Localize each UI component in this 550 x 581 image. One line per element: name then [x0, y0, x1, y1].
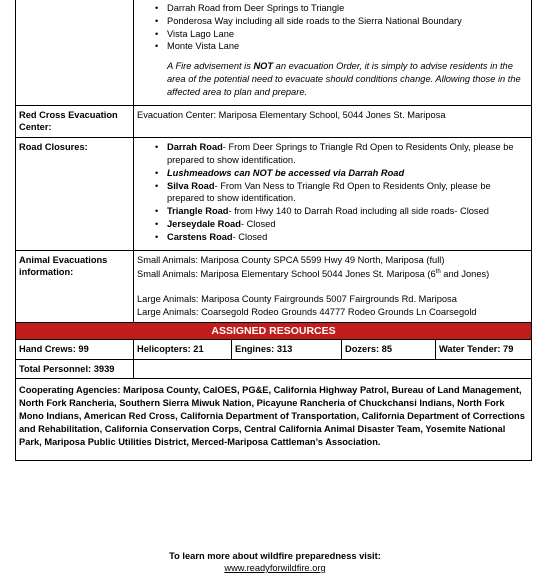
- road-closures-row: [16, 138, 532, 250]
- road-closures-list: [137, 141, 528, 243]
- assigned-resources-header: ASSIGNED RESOURCES: [15, 323, 532, 340]
- animal-row: [16, 250, 532, 322]
- road-closures-label: Road Closures:: [16, 138, 134, 250]
- advisory-label-cell: [16, 0, 134, 105]
- total-personnel: Total Personnel: 3939: [16, 359, 134, 379]
- animal-line: Large Animals: Mariposa County Fairgrounds 5007 Fairgrounds Rd. Mariposa: [137, 294, 457, 305]
- road-name: Triangle Road: [167, 206, 229, 217]
- total-row: [16, 359, 532, 379]
- hand-crews: Hand Crews: 99: [16, 340, 134, 359]
- resources-table: [15, 340, 532, 462]
- advisory-row: [16, 0, 532, 105]
- readyforwildfire-link[interactable]: www.readyforwildfire.org: [224, 563, 326, 573]
- road-warning: Lushmeadows can NOT be accessed via Darrah Road: [167, 167, 405, 178]
- engines: Engines: 313: [232, 340, 342, 359]
- list-item: [137, 167, 528, 180]
- road-detail: - From Van Ness to Triangle Rd Open to Residents Only, please be prepared to show identification.: [167, 180, 491, 204]
- list-item: • Ponderosa Way including all side roads to the Sierra National Boundary: [137, 15, 528, 28]
- red-cross-row: [16, 105, 532, 138]
- advisory-note: [167, 60, 528, 98]
- list-item: [137, 218, 528, 231]
- note-text-bold: NOT: [253, 61, 274, 72]
- list-item: • Darrah Road from Deer Springs to Triangle: [137, 2, 528, 15]
- dozers: Dozers: 85: [342, 340, 436, 359]
- animal-cell: [134, 250, 532, 322]
- road-detail: - Closed: [240, 218, 276, 229]
- road-closures-cell: [134, 138, 532, 250]
- helicopters: Helicopters: 21: [134, 340, 232, 359]
- footer: [0, 551, 550, 573]
- animal-line-post: and Jones): [440, 269, 490, 280]
- animal-line: Small Animals: Mariposa County SPCA 5599 Hwy 49 North, Mariposa (full): [137, 254, 445, 265]
- info-table: [15, 0, 532, 323]
- red-cross-label: Red Cross Evacuation Center:: [16, 105, 134, 138]
- advisory-list: [137, 2, 528, 53]
- road-name: Jerseydale Road: [167, 218, 241, 229]
- road-detail: - from Hwy 140 to Darrah Road including all side roads- Closed: [228, 206, 489, 217]
- note-text-post: an evacuation Order, it is simply to advise residents in the area of the potential need to evacuate should conditions change. Allowing those in the affected area to plan and prepare.: [167, 61, 521, 97]
- list-item: [137, 231, 528, 244]
- note-text-pre: A Fire advisement is: [167, 61, 254, 72]
- road-name: Darrah Road: [167, 142, 223, 153]
- resources-row: [16, 340, 532, 359]
- total-empty: [134, 359, 532, 379]
- animal-line-sup: th: [435, 269, 441, 276]
- list-item: • Vista Lago Lane: [137, 28, 528, 41]
- cooperating-agencies: Cooperating Agencies: Mariposa County, CalOES, PG&E, California Highway Patrol, Bureau of Land Management, North Fork Rancheria, Southern Sierra Miwuk Nation, Picayune Rancheria of Chuckchansi Indians, North Fork Mono Indians, American Red Cross, California Department of Transportation, California Department of Corrections and Rehabilitation, California Conservation Corps, Central California Animal Disaster Team, Yosemite National Park, Mariposa Public Utilities District, Merced-Mariposa Cattleman’s Association.: [16, 379, 532, 461]
- road-name: Carstens Road: [167, 231, 233, 242]
- road-detail: - From Deer Springs to Triangle Rd Open to Residents Only, please be prepared to show identification.: [167, 142, 514, 165]
- water-tender: Water Tender: 79: [436, 340, 532, 359]
- list-item: [137, 205, 528, 218]
- animal-line: [137, 266, 528, 281]
- list-item: [137, 141, 528, 167]
- road-detail: - Closed: [232, 231, 268, 242]
- list-item: • Monte Vista Lane: [137, 40, 528, 53]
- animal-line-pre: Small Animals: Mariposa Elementary School 5044 Jones St. Mariposa (6: [137, 269, 436, 280]
- road-name: Silva Road: [167, 180, 215, 191]
- agencies-row: [16, 379, 532, 461]
- animal-line: Large Animals: Coarsegold Rodeo Grounds 44777 Rodeo Grounds Ln Coarsegold: [137, 307, 477, 318]
- list-item: [137, 180, 528, 206]
- red-cross-value: Evacuation Center: Mariposa Elementary School, 5044 Jones St. Mariposa: [134, 105, 532, 138]
- advisory-cell: [134, 0, 532, 105]
- fire-update-document: [15, 0, 532, 461]
- animal-label: Animal Evacuations information:: [16, 250, 134, 322]
- learn-more-text: To learn more about wildfire preparedness visit:: [169, 551, 381, 561]
